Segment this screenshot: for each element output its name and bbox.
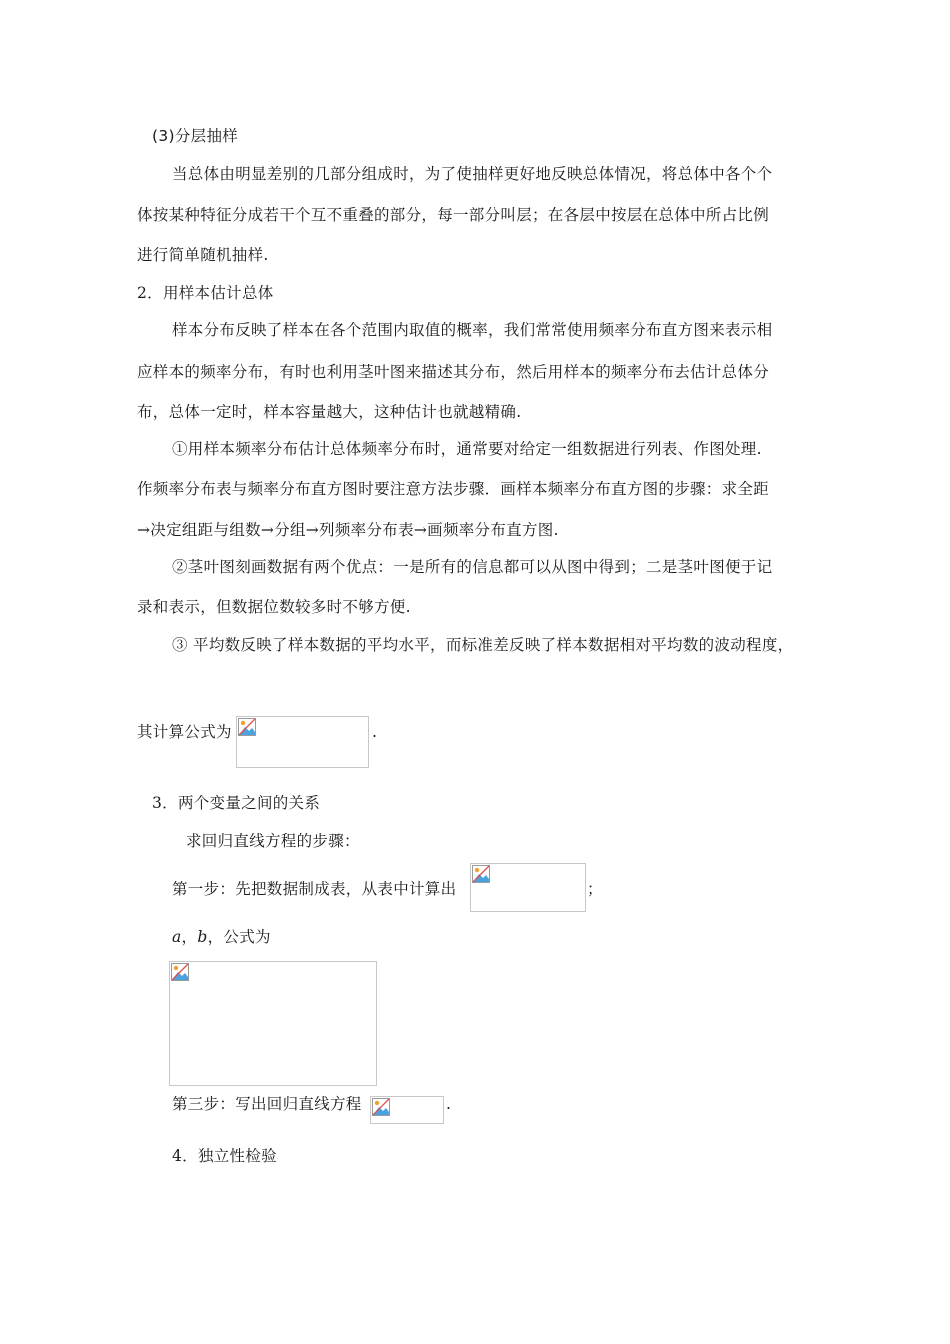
formula-intro-line	[137, 722, 232, 742]
formula-intro-text: 其计算公式为	[137, 723, 232, 741]
period: .	[372, 723, 378, 741]
paragraph-line: 体按某种特征分成若干个互不重叠的部分，每一部分叫层；在各层中按层在总体中所占比例	[137, 206, 770, 224]
broken-image-icon	[238, 718, 256, 736]
paragraph-line: 求回归直线方程的步骤：	[186, 832, 360, 850]
paragraph-line: 布，总体一定时，样本容量越大，这种估计也就越精确.	[137, 403, 522, 421]
var-a: a	[172, 928, 182, 946]
paragraph-line: 作频率分布表与频率分布直方图时要注意方法步骤．画样本频率分布直方图的步骤：求全距	[137, 480, 770, 498]
step-three-text: 第三步：写出回归直线方程	[172, 1095, 362, 1113]
paragraph-line: ③ 平均数反映了样本数据的平均水平，而标准差反映了样本数据相对平均数的波动程度，	[172, 636, 794, 654]
period: .	[446, 1095, 452, 1113]
formula-image-std-dev	[236, 716, 369, 768]
semicolon: ；	[587, 880, 603, 898]
paragraph-line: 当总体由明显差别的几部分组成时，为了使抽样更好地反映总体情况，将总体中各个个	[172, 165, 773, 183]
formula-image-regression	[370, 1096, 444, 1124]
paragraph-line: 进行简单随机抽样.	[137, 246, 269, 264]
var-b: b	[197, 928, 208, 946]
broken-image-icon	[472, 865, 490, 883]
ab-formula-line	[172, 927, 271, 947]
broken-image-icon	[171, 963, 189, 981]
broken-image-icon	[372, 1098, 390, 1116]
comma: ，	[181, 928, 198, 946]
paragraph-line: ②茎叶图刻画数据有两个优点：一是所有的信息都可以从图中得到；二是茎叶图便于记	[172, 558, 773, 576]
heading-independence-test: 4．独立性检验	[172, 1147, 277, 1165]
formula-image-means	[470, 863, 586, 912]
heading-estimate-population: 2．用样本估计总体	[137, 284, 274, 302]
step-one-text: 第一步：先把数据制成表，从表中计算出	[172, 880, 457, 898]
paragraph-line: →决定组距与组数→分组→列频率分布表→画频率分布直方图.	[137, 521, 559, 539]
paragraph-line: 样本分布反映了样本在各个范围内取值的概率，我们常常使用频率分布直方图来表示相	[172, 321, 773, 339]
formula-label: ，公式为	[207, 928, 271, 946]
paragraph-line: ①用样本频率分布估计总体频率分布时，通常要对给定一组数据进行列表、作图处理.	[172, 440, 762, 458]
heading-two-variables: 3．两个变量之间的关系	[152, 794, 321, 812]
paragraph-line: 应样本的频率分布，有时也利用茎叶图来描述其分布，然后用样本的频率分布去估计总体分	[137, 363, 770, 381]
formula-image-ab	[169, 961, 377, 1086]
paragraph-line: 录和表示，但数据位数较多时不够方便.	[137, 598, 411, 616]
heading-stratified-sampling: (3)分层抽样	[152, 127, 239, 145]
